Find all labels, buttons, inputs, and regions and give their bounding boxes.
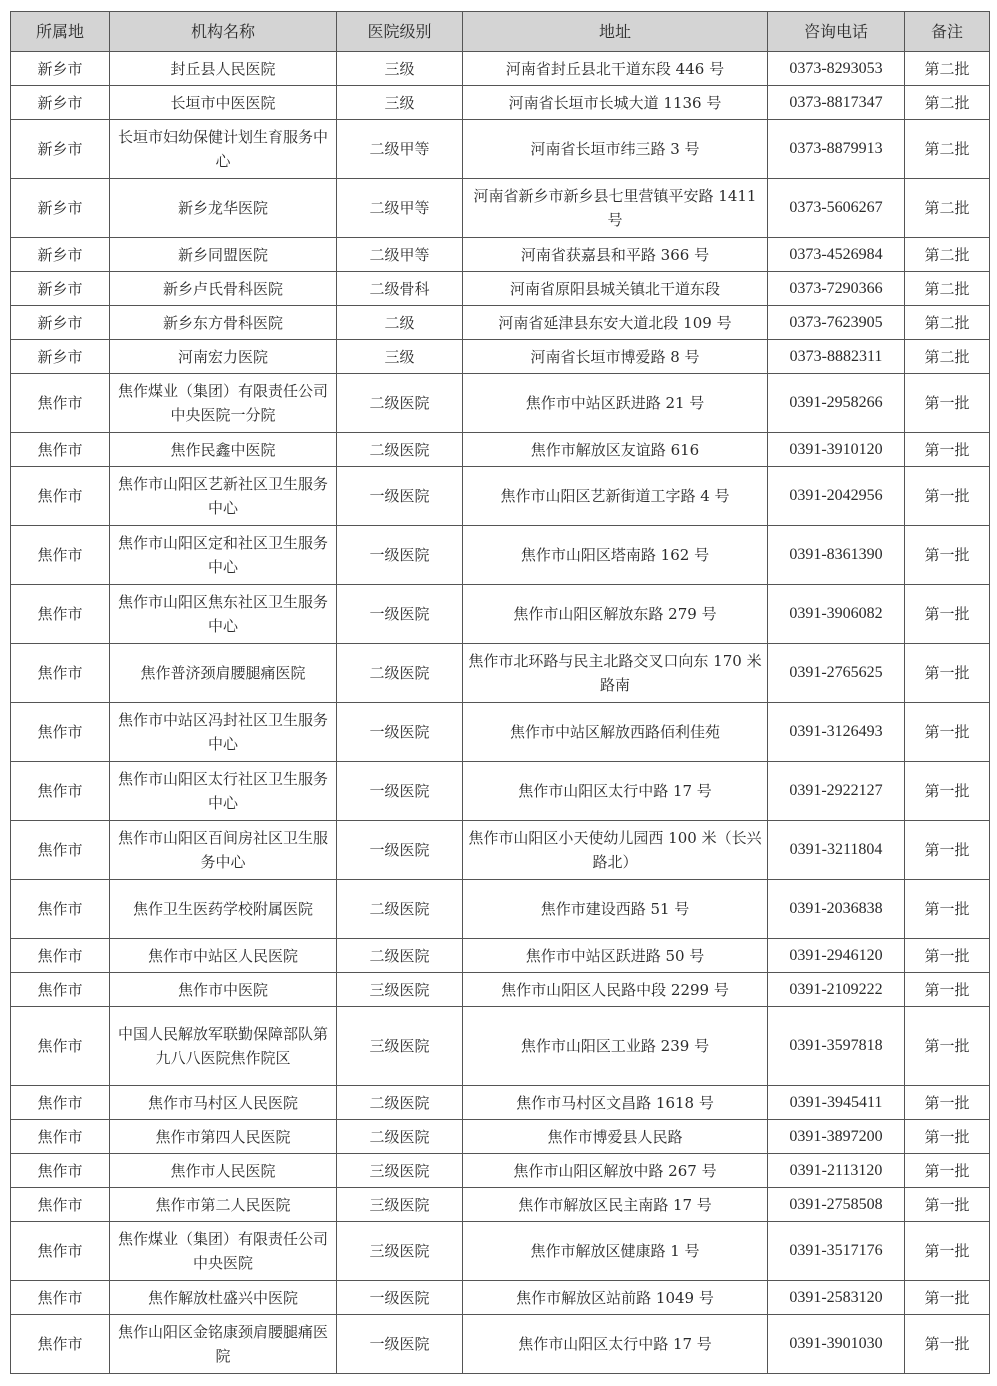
cell-phone: 0391-2042956 xyxy=(768,467,905,526)
cell-region: 焦作市 xyxy=(11,939,110,973)
cell-note: 第一批 xyxy=(905,585,990,644)
cell-note: 第二批 xyxy=(905,179,990,238)
cell-address: 焦作市解放区友谊路 616 xyxy=(463,433,768,467)
cell-address: 焦作市解放区民主南路 17 号 xyxy=(463,1188,768,1222)
cell-phone: 0373-4526984 xyxy=(768,238,905,272)
cell-name: 焦作卫生医药学校附属医院 xyxy=(110,880,337,939)
cell-name: 河南宏力医院 xyxy=(110,340,337,374)
cell-level: 三级医院 xyxy=(337,1188,463,1222)
cell-name: 焦作煤业（集团）有限责任公司中央医院一分院 xyxy=(110,374,337,433)
cell-name: 焦作市第四人民医院 xyxy=(110,1120,337,1154)
cell-name: 焦作市中站区人民医院 xyxy=(110,939,337,973)
cell-address: 河南省长垣市长城大道 1136 号 xyxy=(463,86,768,120)
cell-region: 新乡市 xyxy=(11,238,110,272)
cell-level: 一级医院 xyxy=(337,1315,463,1374)
cell-phone: 0373-7623905 xyxy=(768,306,905,340)
cell-name: 新乡卢氏骨科医院 xyxy=(110,272,337,306)
cell-address: 焦作市中站区跃进路 50 号 xyxy=(463,939,768,973)
cell-note: 第一批 xyxy=(905,374,990,433)
cell-phone: 0391-8361390 xyxy=(768,526,905,585)
cell-level: 一级医院 xyxy=(337,467,463,526)
cell-note: 第一批 xyxy=(905,1007,990,1086)
cell-level: 一级医院 xyxy=(337,585,463,644)
cell-region: 焦作市 xyxy=(11,467,110,526)
cell-phone: 0373-7290366 xyxy=(768,272,905,306)
cell-address: 焦作市山阳区太行中路 17 号 xyxy=(463,762,768,821)
cell-address: 焦作市山阳区小天使幼儿园西 100 米（长兴路北） xyxy=(463,821,768,880)
table-row xyxy=(11,644,990,703)
table-row xyxy=(11,821,990,880)
table-row xyxy=(11,467,990,526)
header-name: 机构名称 xyxy=(110,12,337,52)
table-row xyxy=(11,374,990,433)
cell-name: 封丘县人民医院 xyxy=(110,52,337,86)
cell-region: 焦作市 xyxy=(11,1315,110,1374)
hospital-list-page xyxy=(10,11,989,1374)
cell-name: 焦作市中医院 xyxy=(110,973,337,1007)
cell-note: 第一批 xyxy=(905,1154,990,1188)
cell-phone: 0391-3126493 xyxy=(768,703,905,762)
cell-address: 河南省封丘县北干道东段 446 号 xyxy=(463,52,768,86)
cell-region: 新乡市 xyxy=(11,120,110,179)
cell-phone: 0373-8817347 xyxy=(768,86,905,120)
table-row xyxy=(11,306,990,340)
cell-phone: 0391-3517176 xyxy=(768,1222,905,1281)
table-row xyxy=(11,340,990,374)
cell-name: 焦作市山阳区百间房社区卫生服务中心 xyxy=(110,821,337,880)
cell-note: 第一批 xyxy=(905,433,990,467)
cell-name: 长垣市中医医院 xyxy=(110,86,337,120)
cell-phone: 0373-8882311 xyxy=(768,340,905,374)
cell-level: 二级医院 xyxy=(337,939,463,973)
cell-level: 三级医院 xyxy=(337,973,463,1007)
cell-region: 新乡市 xyxy=(11,179,110,238)
cell-level: 二级甲等 xyxy=(337,120,463,179)
header-region: 所属地 xyxy=(11,12,110,52)
cell-level: 一级医院 xyxy=(337,703,463,762)
cell-note: 第二批 xyxy=(905,86,990,120)
cell-region: 焦作市 xyxy=(11,1120,110,1154)
table-row xyxy=(11,939,990,973)
header-note: 备注 xyxy=(905,12,990,52)
cell-name: 焦作市人民医院 xyxy=(110,1154,337,1188)
cell-level: 二级医院 xyxy=(337,1120,463,1154)
cell-phone: 0391-3897200 xyxy=(768,1120,905,1154)
cell-address: 河南省获嘉县和平路 366 号 xyxy=(463,238,768,272)
cell-level: 二级骨科 xyxy=(337,272,463,306)
cell-note: 第二批 xyxy=(905,272,990,306)
cell-name: 新乡同盟医院 xyxy=(110,238,337,272)
cell-region: 焦作市 xyxy=(11,880,110,939)
cell-region: 焦作市 xyxy=(11,1188,110,1222)
table-row xyxy=(11,1086,990,1120)
cell-note: 第一批 xyxy=(905,703,990,762)
cell-phone: 0391-3901030 xyxy=(768,1315,905,1374)
table-row xyxy=(11,179,990,238)
cell-region: 焦作市 xyxy=(11,374,110,433)
cell-name: 焦作市马村区人民医院 xyxy=(110,1086,337,1120)
cell-address: 焦作市山阳区人民路中段 2299 号 xyxy=(463,973,768,1007)
cell-level: 一级医院 xyxy=(337,1281,463,1315)
cell-region: 新乡市 xyxy=(11,52,110,86)
cell-address: 焦作市山阳区太行中路 17 号 xyxy=(463,1315,768,1374)
cell-region: 新乡市 xyxy=(11,306,110,340)
cell-region: 焦作市 xyxy=(11,973,110,1007)
table-row xyxy=(11,1315,990,1374)
cell-note: 第一批 xyxy=(905,1086,990,1120)
cell-region: 焦作市 xyxy=(11,762,110,821)
cell-name: 焦作民鑫中医院 xyxy=(110,433,337,467)
cell-note: 第一批 xyxy=(905,1222,990,1281)
cell-note: 第一批 xyxy=(905,939,990,973)
cell-note: 第一批 xyxy=(905,1120,990,1154)
cell-phone: 0391-2109222 xyxy=(768,973,905,1007)
cell-region: 焦作市 xyxy=(11,644,110,703)
table-row xyxy=(11,52,990,86)
cell-level: 三级 xyxy=(337,86,463,120)
cell-address: 焦作市山阳区解放东路 279 号 xyxy=(463,585,768,644)
cell-region: 焦作市 xyxy=(11,821,110,880)
cell-note: 第二批 xyxy=(905,120,990,179)
cell-note: 第一批 xyxy=(905,1188,990,1222)
table-row xyxy=(11,1154,990,1188)
cell-level: 一级医院 xyxy=(337,821,463,880)
cell-address: 焦作市解放区站前路 1049 号 xyxy=(463,1281,768,1315)
cell-note: 第一批 xyxy=(905,1315,990,1374)
cell-name: 焦作市第二人民医院 xyxy=(110,1188,337,1222)
cell-address: 焦作市中站区解放西路佰利佳苑 xyxy=(463,703,768,762)
cell-address: 焦作市马村区文昌路 1618 号 xyxy=(463,1086,768,1120)
cell-level: 二级医院 xyxy=(337,880,463,939)
cell-region: 焦作市 xyxy=(11,703,110,762)
header-address: 地址 xyxy=(463,12,768,52)
cell-phone: 0373-8879913 xyxy=(768,120,905,179)
table-row xyxy=(11,272,990,306)
table-header-row xyxy=(11,12,990,52)
cell-note: 第一批 xyxy=(905,973,990,1007)
cell-address: 焦作市北环路与民主北路交叉口向东 170 米路南 xyxy=(463,644,768,703)
cell-address: 焦作市山阳区艺新街道工字路 4 号 xyxy=(463,467,768,526)
cell-name: 焦作解放杜盛兴中医院 xyxy=(110,1281,337,1315)
header-level: 医院级别 xyxy=(337,12,463,52)
cell-phone: 0373-5606267 xyxy=(768,179,905,238)
cell-note: 第一批 xyxy=(905,526,990,585)
cell-level: 二级医院 xyxy=(337,433,463,467)
cell-phone: 0391-2958266 xyxy=(768,374,905,433)
cell-region: 焦作市 xyxy=(11,526,110,585)
cell-address: 焦作市山阳区工业路 239 号 xyxy=(463,1007,768,1086)
cell-note: 第一批 xyxy=(905,762,990,821)
cell-name: 焦作煤业（集团）有限责任公司中央医院 xyxy=(110,1222,337,1281)
cell-name: 焦作市山阳区艺新社区卫生服务中心 xyxy=(110,467,337,526)
cell-address: 焦作市博爱县人民路 xyxy=(463,1120,768,1154)
table-row xyxy=(11,1222,990,1281)
table-row xyxy=(11,433,990,467)
cell-level: 三级医院 xyxy=(337,1154,463,1188)
cell-level: 二级 xyxy=(337,306,463,340)
cell-name: 焦作山阳区金铭康颈肩腰腿痛医院 xyxy=(110,1315,337,1374)
cell-name: 焦作普济颈肩腰腿痛医院 xyxy=(110,644,337,703)
cell-region: 焦作市 xyxy=(11,585,110,644)
cell-region: 焦作市 xyxy=(11,1154,110,1188)
table-row xyxy=(11,880,990,939)
cell-level: 三级医院 xyxy=(337,1007,463,1086)
hospital-table xyxy=(10,11,990,1374)
cell-address: 河南省新乡市新乡县七里营镇平安路 1411 号 xyxy=(463,179,768,238)
cell-name: 焦作市山阳区太行社区卫生服务中心 xyxy=(110,762,337,821)
table-row xyxy=(11,1281,990,1315)
cell-level: 二级医院 xyxy=(337,644,463,703)
cell-phone: 0391-3910120 xyxy=(768,433,905,467)
table-row xyxy=(11,1120,990,1154)
cell-note: 第二批 xyxy=(905,340,990,374)
cell-phone: 0391-2113120 xyxy=(768,1154,905,1188)
cell-name: 焦作市山阳区焦东社区卫生服务中心 xyxy=(110,585,337,644)
table-row xyxy=(11,120,990,179)
cell-phone: 0391-2922127 xyxy=(768,762,905,821)
cell-level: 二级医院 xyxy=(337,1086,463,1120)
table-row xyxy=(11,762,990,821)
cell-level: 二级甲等 xyxy=(337,238,463,272)
cell-region: 焦作市 xyxy=(11,1222,110,1281)
cell-note: 第一批 xyxy=(905,880,990,939)
cell-region: 焦作市 xyxy=(11,1086,110,1120)
cell-note: 第二批 xyxy=(905,306,990,340)
cell-address: 焦作市中站区跃进路 21 号 xyxy=(463,374,768,433)
cell-level: 一级医院 xyxy=(337,762,463,821)
cell-region: 焦作市 xyxy=(11,1007,110,1086)
cell-address: 焦作市建设西路 51 号 xyxy=(463,880,768,939)
cell-phone: 0391-2583120 xyxy=(768,1281,905,1315)
cell-name: 新乡东方骨科医院 xyxy=(110,306,337,340)
cell-address: 河南省延津县东安大道北段 109 号 xyxy=(463,306,768,340)
cell-name: 焦作市山阳区定和社区卫生服务中心 xyxy=(110,526,337,585)
cell-region: 新乡市 xyxy=(11,86,110,120)
cell-note: 第一批 xyxy=(905,1281,990,1315)
cell-phone: 0391-3597818 xyxy=(768,1007,905,1086)
cell-name: 中国人民解放军联勤保障部队第九八八医院焦作院区 xyxy=(110,1007,337,1086)
cell-address: 河南省长垣市纬三路 3 号 xyxy=(463,120,768,179)
cell-phone: 0391-2946120 xyxy=(768,939,905,973)
cell-note: 第二批 xyxy=(905,238,990,272)
cell-region: 焦作市 xyxy=(11,433,110,467)
cell-name: 长垣市妇幼保健计划生育服务中心 xyxy=(110,120,337,179)
cell-address: 焦作市山阳区解放中路 267 号 xyxy=(463,1154,768,1188)
table-row xyxy=(11,526,990,585)
cell-phone: 0391-2036838 xyxy=(768,880,905,939)
cell-note: 第二批 xyxy=(905,52,990,86)
cell-phone: 0391-3906082 xyxy=(768,585,905,644)
cell-address: 焦作市解放区健康路 1 号 xyxy=(463,1222,768,1281)
table-row xyxy=(11,973,990,1007)
cell-level: 三级 xyxy=(337,340,463,374)
table-row xyxy=(11,585,990,644)
cell-phone: 0373-8293053 xyxy=(768,52,905,86)
cell-region: 新乡市 xyxy=(11,340,110,374)
cell-level: 三级医院 xyxy=(337,1222,463,1281)
cell-region: 焦作市 xyxy=(11,1281,110,1315)
table-row xyxy=(11,86,990,120)
cell-address: 河南省原阳县城关镇北干道东段 xyxy=(463,272,768,306)
cell-address: 河南省长垣市博爱路 8 号 xyxy=(463,340,768,374)
table-body xyxy=(11,52,990,1374)
table-row xyxy=(11,703,990,762)
cell-level: 二级甲等 xyxy=(337,179,463,238)
cell-level: 二级医院 xyxy=(337,374,463,433)
cell-name: 焦作市中站区冯封社区卫生服务中心 xyxy=(110,703,337,762)
cell-phone: 0391-2765625 xyxy=(768,644,905,703)
table-row xyxy=(11,1007,990,1086)
cell-name: 新乡龙华医院 xyxy=(110,179,337,238)
cell-note: 第一批 xyxy=(905,467,990,526)
cell-level: 三级 xyxy=(337,52,463,86)
cell-level: 一级医院 xyxy=(337,526,463,585)
cell-note: 第一批 xyxy=(905,821,990,880)
header-phone: 咨询电话 xyxy=(768,12,905,52)
cell-address: 焦作市山阳区塔南路 162 号 xyxy=(463,526,768,585)
cell-note: 第一批 xyxy=(905,644,990,703)
cell-phone: 0391-2758508 xyxy=(768,1188,905,1222)
cell-region: 新乡市 xyxy=(11,272,110,306)
cell-phone: 0391-3945411 xyxy=(768,1086,905,1120)
table-row xyxy=(11,238,990,272)
cell-phone: 0391-3211804 xyxy=(768,821,905,880)
table-row xyxy=(11,1188,990,1222)
